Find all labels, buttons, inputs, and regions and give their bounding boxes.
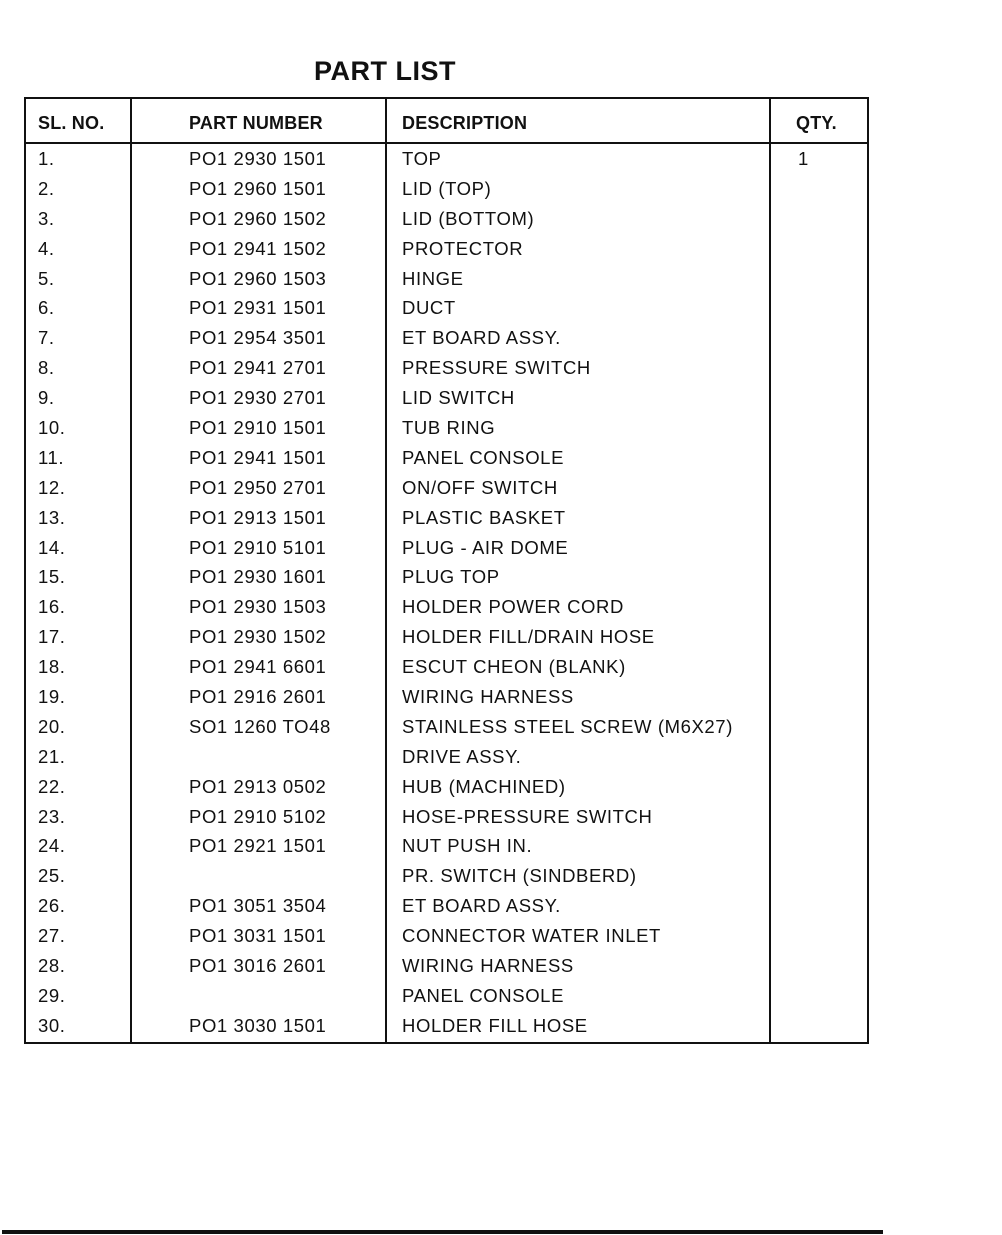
description-cell: WIRING HARNESS (402, 686, 574, 708)
description-cell: ON/OFF SWITCH (402, 476, 558, 498)
part-number-cell: PO1 2913 1501 (189, 506, 327, 528)
sl-no-cell: 13. (38, 506, 66, 528)
sl-no-cell: 10. (38, 417, 66, 439)
table-row (26, 746, 867, 776)
sl-no-cell: 25. (38, 865, 66, 887)
description-cell: PR. SWITCH (SINDBERD) (402, 865, 637, 887)
table-row (26, 208, 867, 238)
sl-no-cell: 26. (38, 895, 66, 917)
part-number-cell: PO1 3016 2601 (189, 955, 327, 977)
part-number-cell: PO1 2960 1502 (189, 207, 327, 229)
sl-no-cell: 29. (38, 984, 66, 1006)
part-number-cell: PO1 2916 2601 (189, 686, 327, 708)
parts-table (24, 97, 869, 1044)
description-cell: LID (BOTTOM) (402, 207, 535, 229)
part-number-cell: PO1 2931 1501 (189, 297, 327, 319)
table-row (26, 238, 867, 268)
description-cell: CONNECTOR WATER INLET (402, 925, 661, 947)
description-cell: STAINLESS STEEL SCREW (M6X27) (402, 715, 733, 737)
part-number-cell: PO1 2950 2701 (189, 476, 327, 498)
part-number-cell: PO1 2921 1501 (189, 835, 327, 857)
description-cell: NUT PUSH IN. (402, 835, 533, 857)
description-cell: HOLDER POWER CORD (402, 596, 624, 618)
sl-no-cell: 17. (38, 626, 66, 648)
part-number-cell: PO1 2941 1501 (189, 446, 327, 468)
part-number-cell: PO1 2930 1601 (189, 566, 327, 588)
table-row (26, 656, 867, 686)
description-cell: PLASTIC BASKET (402, 506, 566, 528)
table-row (26, 148, 867, 178)
part-number-cell: PO1 2930 2701 (189, 387, 327, 409)
part-number-cell: PO1 2941 6601 (189, 656, 327, 678)
table-row (26, 1015, 867, 1045)
description-cell: HUB (MACHINED) (402, 775, 566, 797)
part-number-cell: PO1 3030 1501 (189, 1014, 327, 1036)
description-cell: PLUG TOP (402, 566, 500, 588)
part-number-cell: PO1 2930 1501 (189, 148, 327, 169)
sl-no-cell: 24. (38, 835, 66, 857)
part-number-cell: SO1 1260 TO48 (189, 715, 331, 737)
description-cell: PANEL CONSOLE (402, 446, 565, 468)
table-row (26, 806, 867, 836)
sl-no-cell: 7. (38, 327, 55, 349)
table-row (26, 865, 867, 895)
part-number-cell: PO1 2941 1502 (189, 237, 327, 259)
sl-no-cell: 15. (38, 566, 66, 588)
table-row (26, 178, 867, 208)
table-body (26, 148, 867, 1045)
description-cell: PANEL CONSOLE (402, 984, 565, 1006)
sl-no-cell: 6. (38, 297, 55, 319)
description-cell: HINGE (402, 267, 464, 289)
table-row (26, 387, 867, 417)
sl-no-cell: 12. (38, 476, 66, 498)
description-cell: HOLDER FILL/DRAIN HOSE (402, 626, 655, 648)
part-number-cell: PO1 3031 1501 (189, 925, 327, 947)
sl-no-cell: 8. (38, 357, 55, 379)
table-row (26, 596, 867, 626)
table-row (26, 477, 867, 507)
description-cell: LID (TOP) (402, 177, 492, 199)
sl-no-cell: 23. (38, 805, 66, 827)
sl-no-cell: 20. (38, 715, 66, 737)
description-cell: ET BOARD ASSY. (402, 327, 561, 349)
sl-no-cell: 4. (38, 237, 55, 259)
part-number-cell: PO1 2910 1501 (189, 417, 327, 439)
table-row (26, 686, 867, 716)
sl-no-cell: 9. (38, 387, 55, 409)
table-row (26, 776, 867, 806)
table-row (26, 327, 867, 357)
part-number-cell: PO1 2930 1503 (189, 596, 327, 618)
header-qty: QTY. (796, 113, 837, 133)
part-number-cell: PO1 2941 2701 (189, 357, 327, 379)
description-cell: ESCUT CHEON (BLANK) (402, 656, 626, 678)
table-row (26, 955, 867, 985)
part-number-cell: PO1 2954 3501 (189, 327, 327, 349)
sl-no-cell: 18. (38, 656, 66, 678)
description-cell: HOSE-PRESSURE SWITCH (402, 805, 653, 827)
table-row (26, 985, 867, 1015)
description-cell: TOP (402, 148, 442, 169)
sl-no-cell: 28. (38, 955, 66, 977)
header-description: DESCRIPTION (402, 113, 528, 133)
table-row (26, 268, 867, 298)
part-number-cell: PO1 2910 5101 (189, 536, 327, 558)
description-cell: ET BOARD ASSY. (402, 895, 561, 917)
description-cell: TUB RING (402, 417, 496, 439)
sl-no-cell: 16. (38, 596, 66, 618)
sl-no-cell: 11. (38, 446, 65, 468)
footer-rule (2, 1230, 883, 1234)
description-cell: HOLDER FILL HOSE (402, 1014, 588, 1036)
part-number-cell: PO1 3051 3504 (189, 895, 327, 917)
part-number-cell: PO1 2960 1501 (189, 177, 327, 199)
part-number-cell: PO1 2913 0502 (189, 775, 327, 797)
table-row (26, 835, 867, 865)
description-cell: WIRING HARNESS (402, 955, 574, 977)
sl-no-cell: 2. (38, 177, 55, 199)
sl-no-cell: 5. (38, 267, 55, 289)
table-row (26, 716, 867, 746)
table-row (26, 297, 867, 327)
table-row (26, 895, 867, 925)
part-number-cell: PO1 2910 5102 (189, 805, 327, 827)
table-row (26, 566, 867, 596)
part-number-cell: PO1 2930 1502 (189, 626, 327, 648)
description-cell: DRIVE ASSY. (402, 745, 522, 767)
description-cell: PRESSURE SWITCH (402, 357, 591, 379)
sl-no-cell: 30. (38, 1014, 66, 1036)
sl-no-cell: 22. (38, 775, 66, 797)
header-part-number: PART NUMBER (189, 113, 323, 133)
table-row (26, 537, 867, 567)
description-cell: LID SWITCH (402, 387, 515, 409)
table-row (26, 925, 867, 955)
sl-no-cell: 1. (38, 148, 55, 169)
table-row (26, 357, 867, 387)
description-cell: DUCT (402, 297, 456, 319)
table-row (26, 447, 867, 477)
table-row (26, 626, 867, 656)
sl-no-cell: 19. (38, 686, 66, 708)
page-title: PART LIST (314, 56, 456, 86)
header-divider (26, 142, 867, 144)
table-row (26, 417, 867, 447)
sl-no-cell: 27. (38, 925, 66, 947)
sl-no-cell: 3. (38, 207, 55, 229)
description-cell: PLUG - AIR DOME (402, 536, 569, 558)
sl-no-cell: 21. (38, 745, 66, 767)
table-row (26, 507, 867, 537)
qty-cell: 1 (798, 148, 809, 169)
sl-no-cell: 14. (38, 536, 66, 558)
header-sl-no: SL. NO. (38, 113, 105, 133)
part-number-cell: PO1 2960 1503 (189, 267, 327, 289)
description-cell: PROTECTOR (402, 237, 524, 259)
